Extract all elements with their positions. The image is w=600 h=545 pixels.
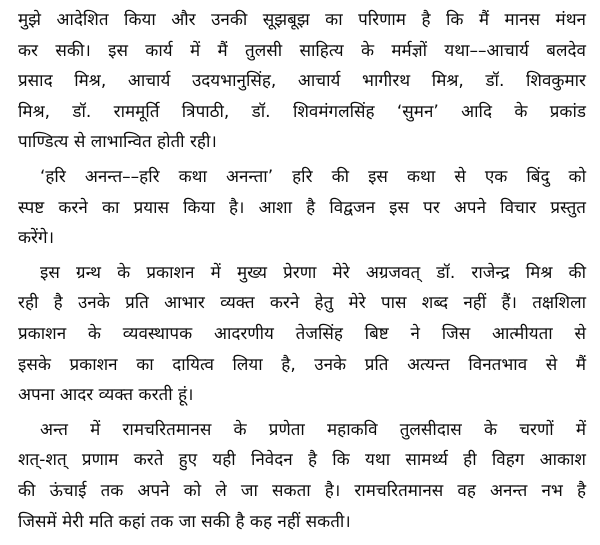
text-line: इस ग्रन्थ के प्रकाशन में मुख्य प्रेरणा मेरे अग्रजवत् डॉ. राजेन्द्र मिश्र की [40,262,586,283]
paragraph-hari-anant [18,162,586,254]
text-line: शत्-शत् प्रणाम करते हुए यही निवेदन है कि यथा सामर्थ्य ही विहग आकाश [18,450,586,471]
text-line: प्रसाद मिश्र, आचार्य उदयभानुसिंह, आचार्य भागीरथ मिश्र, डॉ. शिवकुमार [18,71,586,92]
text-line: अन्त में रामचरितमानस के प्रणेता महाकवि तुलसीदास के चरणों में [40,419,586,440]
text-line: प्रकाशन के व्यवस्थापक आदरणीय तेजसिंह बिष्ट ने जिस आत्मीयता से [18,323,586,344]
text-line: अपना आदर व्यक्त करती हूं। [18,385,194,406]
text-line: इसके प्रकाशन का दायित्व लिया है, उनके प्रति अत्यन्त विनतभाव से मैं [18,354,586,375]
paragraph-tulsidas-tribute [18,415,586,537]
text-line: कर सकी। इस कार्य में मैं तुलसी साहित्य के मर्मज्ञों यथा––आचार्य बलदेव [18,40,586,61]
text-line: स्पष्ट करने का प्रयास किया है। आशा है विद्वजन इस पर अपने विचार प्रस्तुत [18,197,586,218]
text-line: की ऊंचाई तक अपने को ले जा सकता है। रामचरितमानस वह अनन्त नभ है [18,480,586,501]
text-line: रही है उनके प्रति आभार व्यक्त करने हेतु मेरे पास शब्द नहीं हैं। तक्षशिला [18,293,586,314]
text-line: जिसमें मेरी मति कहां तक जा सकी है कह नहीं सकती। [18,511,351,532]
text-line: ‘हरि अनन्त––हरि कथा अनन्ता’ हरि की इस कथा से एक बिंदु को [40,166,586,187]
text-line: मुझे आदेशित किया और उनकी सूझबूझ का परिणाम है कि मैं मानस मंथन [18,10,586,30]
paragraph-acknowledgement-scholars [18,5,586,158]
text-line: पाण्डित्य से लाभान्वित होती रही। [18,132,217,153]
text-line: करेंगे। [18,228,55,249]
text-line: मिश्र, डॉ. राममूर्ति त्रिपाठी, डॉ. शिवमंगलसिंह ‘सुमन’ आदि के प्रकांड [18,101,586,122]
paragraph-publication-thanks [18,258,586,411]
